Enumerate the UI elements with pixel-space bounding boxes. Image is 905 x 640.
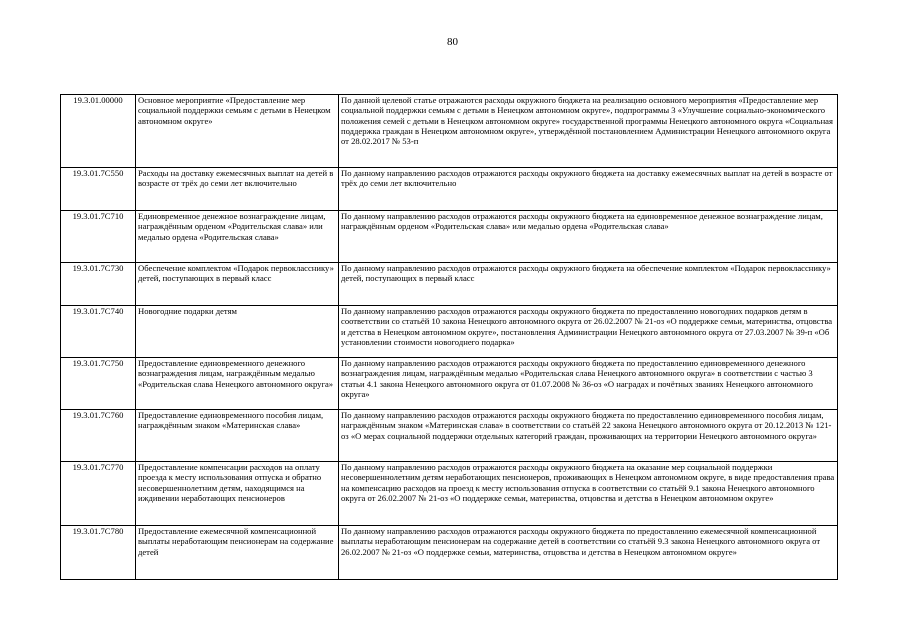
row-code: 19.3.01.7С730 — [61, 263, 136, 306]
row-description: По данному направлению расходов отражаются расходы окружного бюджета на единовременное денежное вознаграждение лицам, награждённым орденом «Родительская слава» или медалью ордена «Родительская слава» — [339, 211, 838, 263]
row-description: По данному направлению расходов отражаются расходы окружного бюджета на доставку ежемесячных выплат на детей в возрасте от трёх до семи лет включительно — [339, 168, 838, 211]
row-code: 19.3.01.7С740 — [61, 306, 136, 358]
table-row — [61, 306, 838, 358]
row-name: Расходы на доставку ежемесячных выплат на детей в возрасте от трёх до семи лет включительно — [136, 168, 339, 211]
table-row — [61, 168, 838, 211]
row-code: 19.3.01.7С750 — [61, 358, 136, 410]
row-code: 19.3.01.7С550 — [61, 168, 136, 211]
table-row — [61, 410, 838, 462]
row-description: По данной целевой статье отражаются расходы окружного бюджета на реализацию основного мероприятия «Предоставление мер социальной поддержки семьям с детьми в Ненецком автономном округе», подпрограммы 3 «Улучшение социально-экономического положения семей с детьми в Ненецком автономном округе» государственной программы Ненецкого автономного округа «Социальная поддержка граждан в Ненецком автономном округе», утверждённой постановлением Администрации Ненецкого автономного округа от 28.02.2017 № 53-п — [339, 95, 838, 168]
table-row — [61, 95, 838, 168]
table-row — [61, 263, 838, 306]
row-code: 19.3.01.7С770 — [61, 462, 136, 526]
row-name: Единовременное денежное вознаграждение лицам, награждённым орденом «Родительская слава» или медалью ордена «Родительская слава» — [136, 211, 339, 263]
row-name: Новогодние подарки детям — [136, 306, 339, 358]
row-code: 19.3.01.7С710 — [61, 211, 136, 263]
row-code: 19.3.01.7С760 — [61, 410, 136, 462]
row-code: 19.3.01.00000 — [61, 95, 136, 168]
table-row — [61, 462, 838, 526]
row-description: По данному направлению расходов отражаются расходы окружного бюджета по предоставлению единовременного денежного вознаграждения лицам, награждённым медалью «Родительская слава Ненецкого автономного округа» в соответствии с частью 3 статьи 4.1 закона Ненецкого автономного округа от 01.07.2008 № 36-оз «О наградах и почётных званиях Ненецкого автономного округа» — [339, 358, 838, 410]
row-description: По данному направлению расходов отражаются расходы окружного бюджета по предоставлению ежемесячной компенсационной выплаты неработающим пенсионерам на содержание детей в соответствии со статьёй 9.3 закона Ненецкого автономного округа от 26.02.2007 № 21-оз «О поддержке семьи, материнства, отцовства и детства в Ненецком автономном округе» — [339, 526, 838, 580]
page-number: 80 — [447, 36, 458, 48]
row-name: Предоставление единовременного пособия лицам, награждённым знаком «Материнская слава» — [136, 410, 339, 462]
row-name: Обеспечение комплектом «Подарок первокласснику» детей, поступающих в первый класс — [136, 263, 339, 306]
table-row — [61, 211, 838, 263]
budget-classification-table — [60, 94, 838, 580]
row-name: Основное мероприятие «Предоставление мер социальной поддержки семьям с детьми в Ненецком автономном округе» — [136, 95, 339, 168]
table-row — [61, 358, 838, 410]
row-name: Предоставление единовременного денежного вознаграждения лицам, награждённым медалью «Родительская слава Ненецкого автономного округа» — [136, 358, 339, 410]
table-row — [61, 526, 838, 580]
row-description: По данному направлению расходов отражаются расходы окружного бюджета на обеспечение комплектом «Подарок первокласснику» детей, поступающих в первый класс — [339, 263, 838, 306]
row-name: Предоставление ежемесячной компенсационной выплаты неработающим пенсионерам на содержание детей — [136, 526, 339, 580]
row-description: По данному направлению расходов отражаются расходы окружного бюджета по предоставлению единовременного пособия лицам, награждённым знаком «Материнская слава» в соответствии со статьёй 22 закона Ненецкого автономного округа от 20.12.2013 № 121-оз «О мерах социальной поддержки отдельных категорий граждан, проживающих на территории Ненецкого автономного округа» — [339, 410, 838, 462]
row-description: По данному направлению расходов отражаются расходы окружного бюджета на оказание мер социальной поддержки несовершеннолетним детям неработающих пенсионеров, проживающих в Ненецком автономном округе, в виде предоставления права на компенсацию расходов на проезд к месту использования отпуска в соответствии со статьёй 9.1 закона Ненецкого автономного округа от 26.02.2007 № 21-оз «О поддержке семьи, материнства, отцовства и детства в Ненецком автономном округе» — [339, 462, 838, 526]
row-name: Предоставление компенсации расходов на оплату проезда к месту использования отпуска и обратно несовершеннолетним детям, находящимся на иждивении неработающих пенсионеров — [136, 462, 339, 526]
row-code: 19.3.01.7С780 — [61, 526, 136, 580]
row-description: По данному направлению расходов отражаются расходы окружного бюджета по предоставлению новогодних подарков детям в соответствии со статьёй 10 закона Ненецкого автономного округа от 26.02.2007 № 21-оз «О поддержке семьи, материнства, отцовства и детства в Ненецком автономном округе», постановления Администрации Ненецкого автономного округа от 27.03.2007 № 39-п «Об установлении стоимости новогоднего подарка» — [339, 306, 838, 358]
